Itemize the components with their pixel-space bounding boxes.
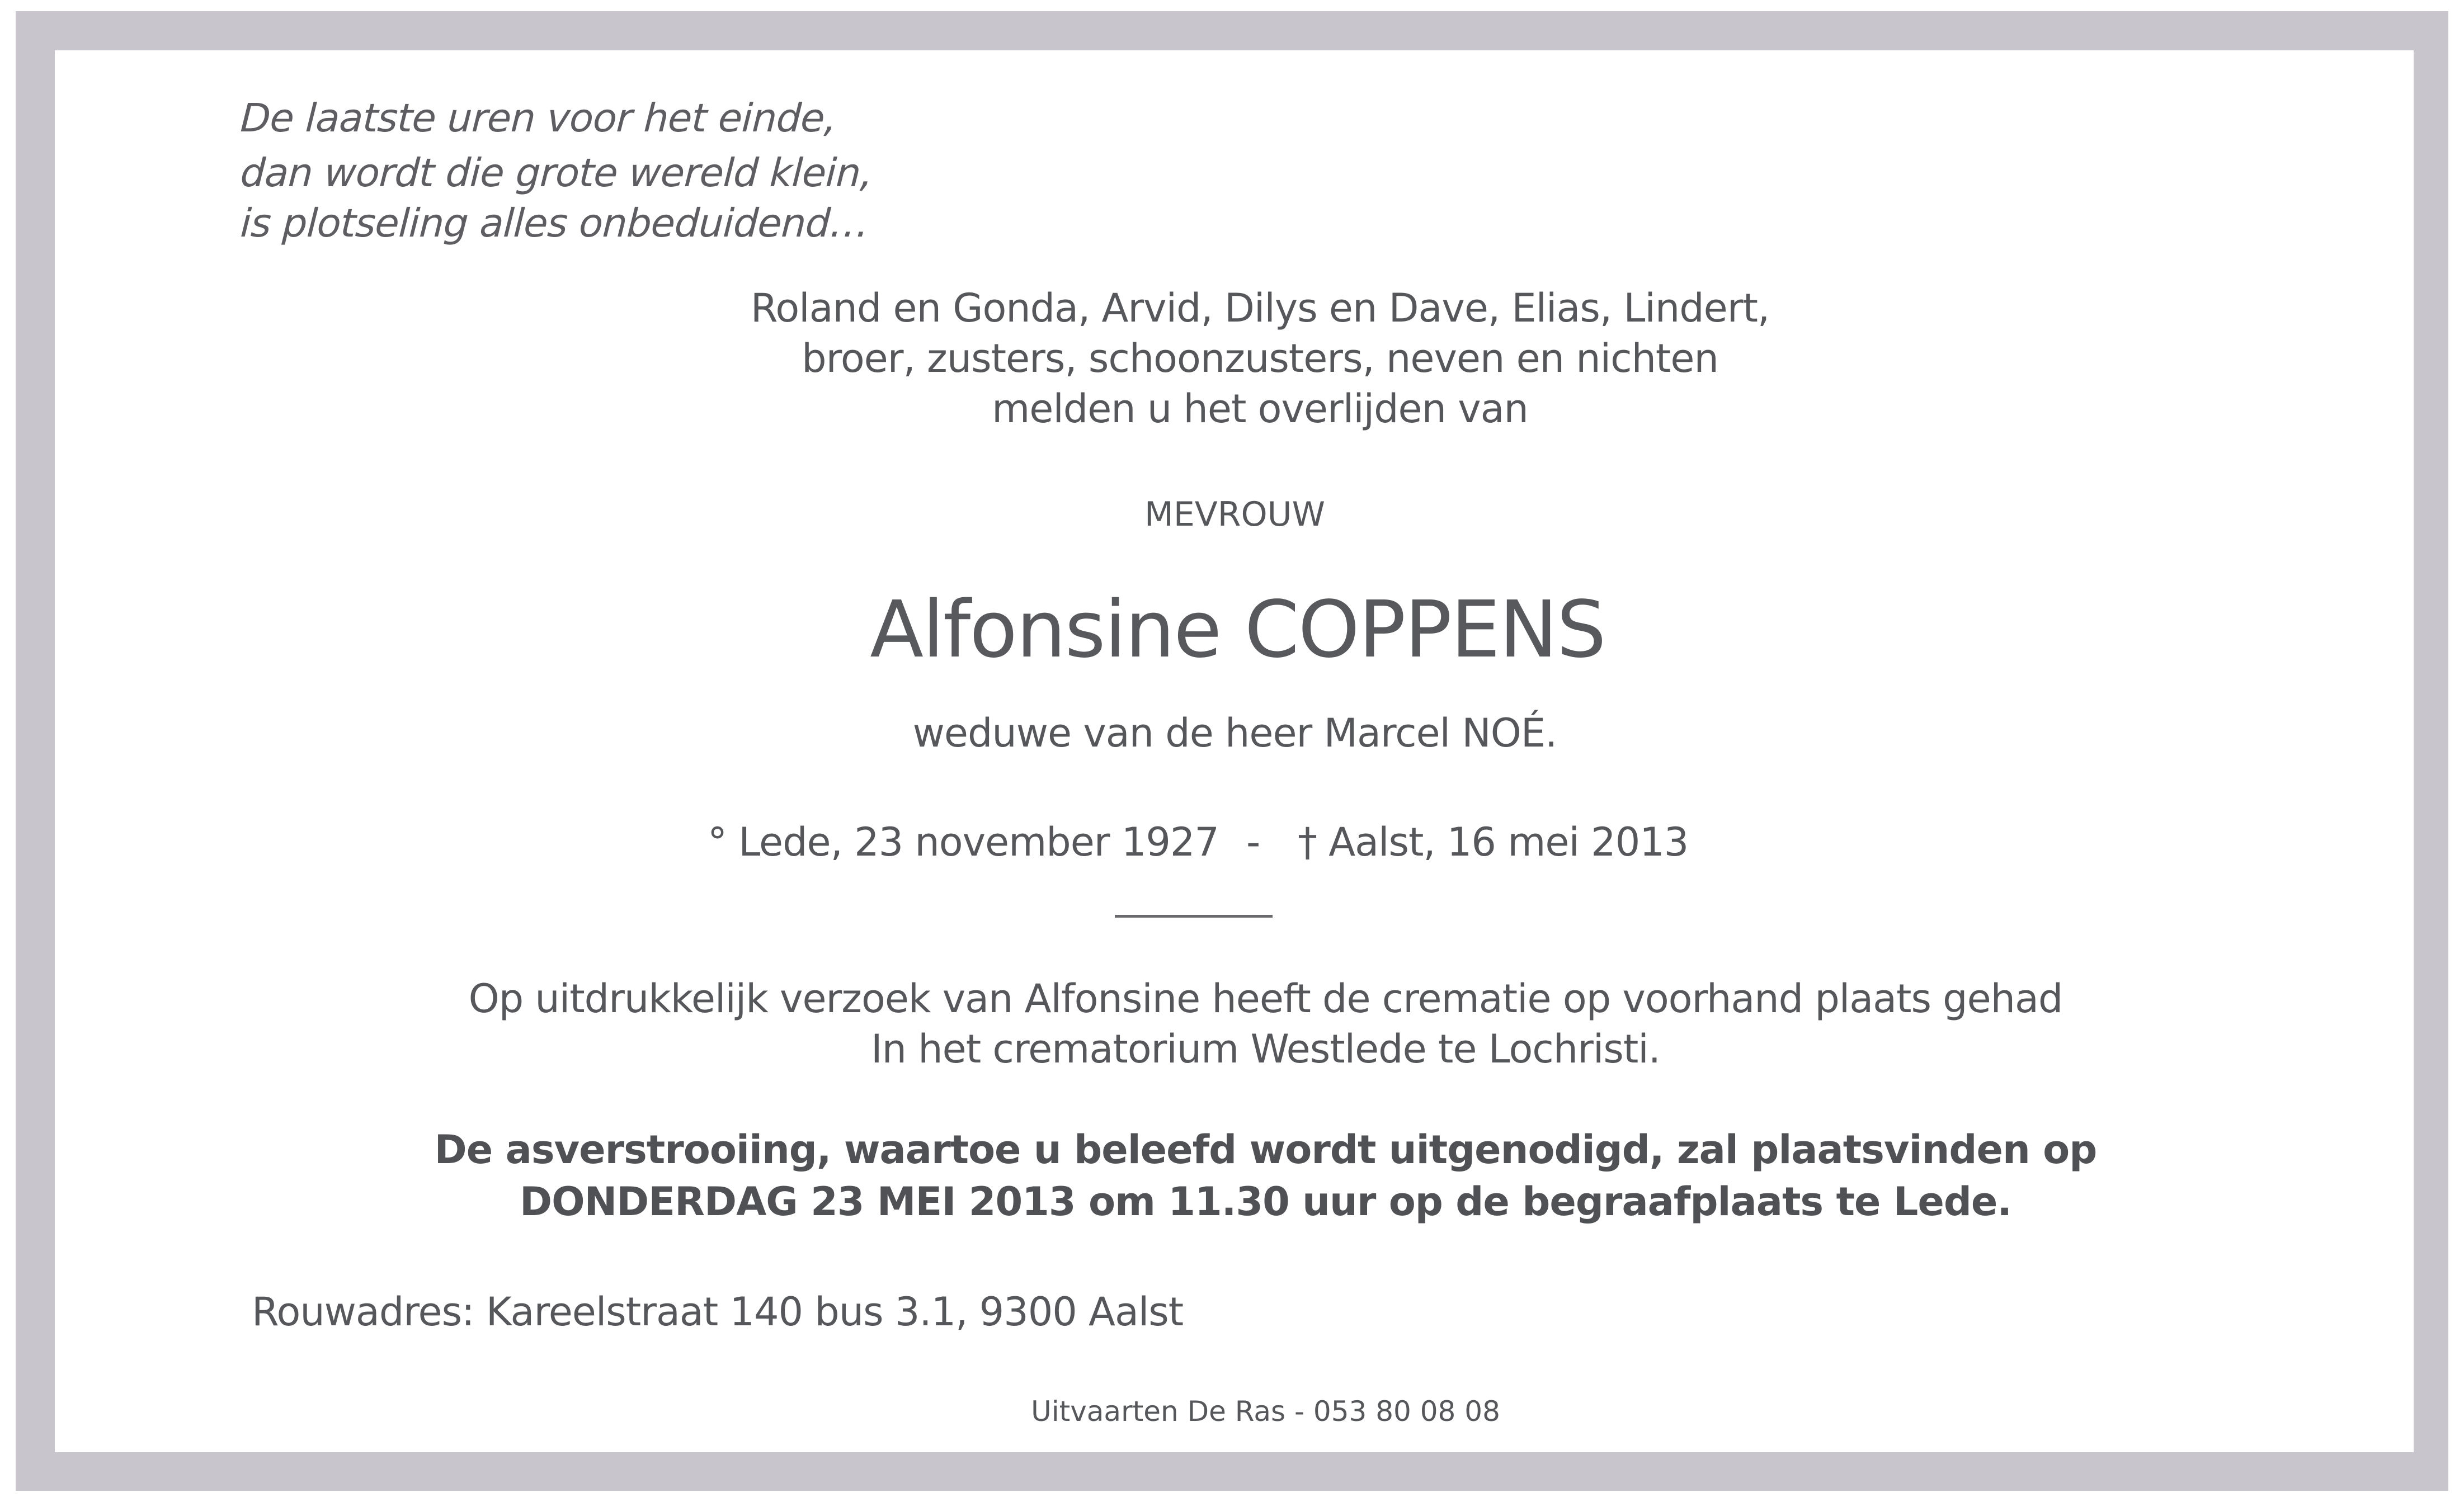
ceremony-line-1: De asverstrooiing, waartoe u beleefd wordt uitgenodigd, zal plaatsvinden op: [434, 1127, 2097, 1173]
family-line-1: Roland en Gonda, Arvid, Dilys en Dave, Elias, Lindert,: [750, 285, 1770, 331]
honorific: MEVROUW: [1144, 495, 1325, 534]
date-separator: -: [1246, 819, 1260, 865]
family-line-3: melden u het overlijden van: [992, 386, 1528, 432]
cremation-line-1: Op uitdrukkelijk verzoek van Alfonsine heeft de crematie op voorhand plaats gehad: [468, 976, 2063, 1022]
quote-line-1: De laatste uren voor het einde,: [239, 95, 837, 141]
family-line-2: broer, zusters, schoonzusters, neven en nichten: [802, 336, 1718, 381]
deceased-name: Alfonsine COPPENS: [870, 584, 1605, 676]
quote-line-2: dan wordt die grote wereld klein,: [239, 150, 874, 196]
death-date: † Aalst, 16 mei 2013: [1298, 819, 1689, 865]
widow-line: weduwe van de heer Marcel NOÉ.: [912, 710, 1557, 756]
quote-line-3: is plotseling alles onbeduidend…: [239, 200, 870, 246]
mourning-address: Rouwadres: Kareelstraat 140 bus 3.1, 9300 Aalst: [252, 1289, 1184, 1335]
funeral-home-footer: Uitvaarten De Ras - 053 80 08 08: [1031, 1395, 1500, 1428]
cremation-line-2: In het crematorium Westlede te Lochristi.: [871, 1026, 1660, 1072]
divider-rule: [1115, 915, 1273, 918]
birth-date: ° Lede, 23 november 1927: [708, 819, 1219, 865]
ceremony-line-2: DONDERDAG 23 MEI 2013 om 11.30 uur op de begraafplaats te Lede.: [519, 1179, 2012, 1225]
